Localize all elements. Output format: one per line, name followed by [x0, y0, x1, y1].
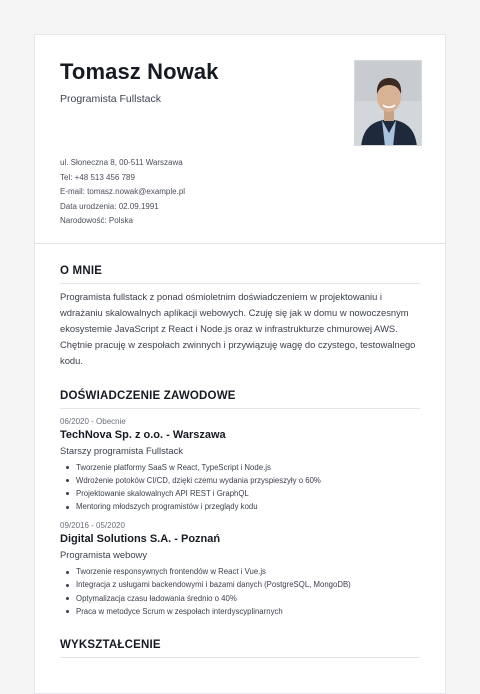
address: ul. Słoneczna 8, 00-511 Warszawa [60, 158, 183, 167]
duty-item: Projektowanie skalowalnych API REST i GraphQL [76, 487, 420, 500]
nationality: Narodowość: Polska [60, 216, 133, 225]
job-dates: 09/2016 - 05/2020 [60, 521, 125, 531]
job-role: Starszy programista Fullstack [60, 445, 183, 456]
duty-item: Optymalizacja czasu ładowania średnio o 40% [76, 592, 420, 605]
job-role: Programista webowy [60, 549, 148, 561]
duty-item: Integracja z usługami backendowymi i bazami danych (PostgreSQL, MongoDB) [76, 578, 420, 591]
duty-item: Tworzenie platformy SaaS w React, TypeScript i Node.js [76, 461, 420, 474]
resume-page [34, 34, 446, 694]
job-duties [60, 461, 420, 513]
job-entry [60, 521, 420, 617]
birth-date: Data urodzenia: 02.09.1991 [60, 201, 159, 211]
education-heading: WYKSZTAŁCENIE [60, 639, 420, 658]
about-text: Programista fullstack z ponad ośmioletnim doświadczeniem w projektowaniu i wdrażaniu skalowalnych aplikacji webowych. Czuję się jak w domu w nowoczesnym ekosystemie JavaScript z React i Node.js oraz w infrastrukturze chmurowej AWS. Chętnie pracuję w zespołach zwinnych i przywiązuję wagę do czystego, testowalnego kodu. [60, 291, 416, 366]
portrait-image [355, 61, 422, 146]
experience-heading: DOŚWIADCZENIE ZAWODOWE [60, 390, 420, 409]
job-title: Programista Fullstack [60, 93, 161, 105]
duty-item: Praca w metodyce Scrum w zespołach interdyscyplinarnych [76, 605, 420, 618]
duty-item: Wdrożenie potoków CI/CD, dzięki czemu wydania przyspieszyły o 60% [76, 474, 420, 487]
resume-header [35, 35, 445, 244]
contact-info [60, 156, 185, 229]
job-dates: 06/2020 - Obecnie [60, 417, 126, 426]
job-company: Digital Solutions S.A. - Poznań [60, 533, 221, 546]
job-entry [60, 417, 420, 513]
email: E-mail: tomasz.nowak@example.pl [60, 187, 186, 196]
phone: Tel: +48 513 456 789 [60, 172, 135, 182]
about-heading: O MNIE [60, 265, 420, 284]
resume-body [35, 265, 445, 658]
duty-item: Tworzenie responsywnych frontendów w React i Vue.js [76, 565, 420, 578]
profile-photo [354, 60, 422, 146]
duty-item: Mentoring młodszych programistów i przeglądy kodu [76, 500, 420, 513]
job-company: TechNova Sp. z o.o. - Warszawa [60, 429, 226, 441]
job-duties [60, 565, 420, 617]
person-name: Tomasz Nowak [60, 59, 219, 84]
